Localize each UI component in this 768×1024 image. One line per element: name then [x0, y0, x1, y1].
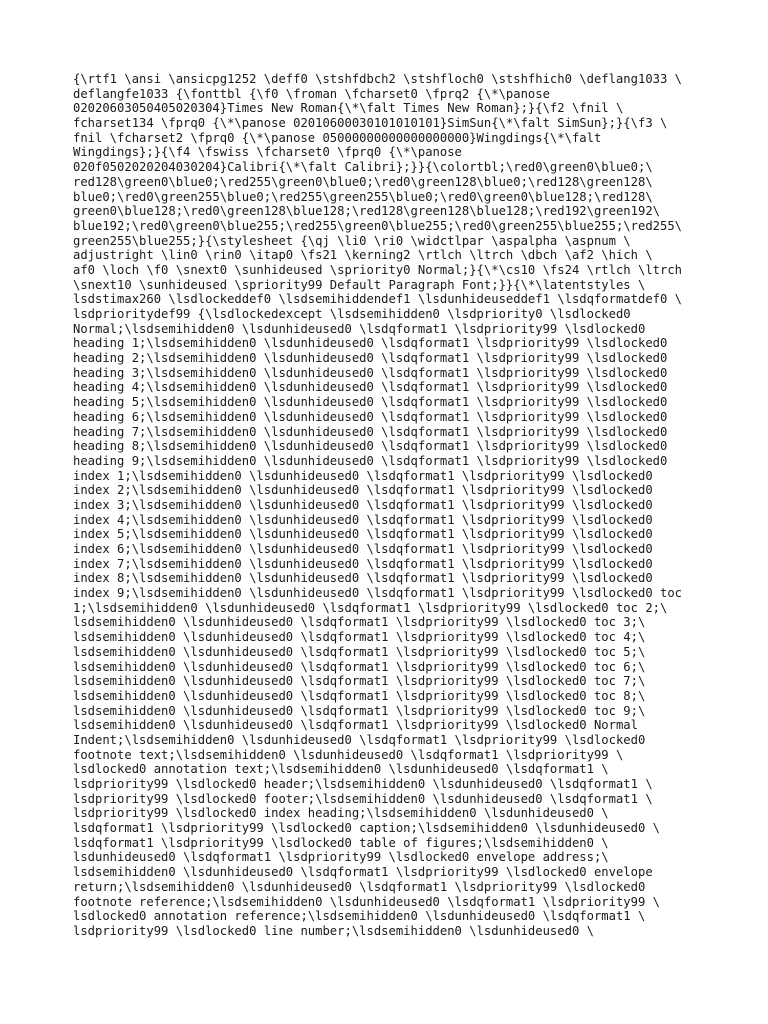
- text-line: lsdpriority99 \lsdlocked0 index heading;\lsdsemihidden0 \lsdunhideused0 \: [73, 806, 609, 821]
- text-line: index 1;\lsdsemihidden0 \lsdunhideused0 \lsdqformat1 \lsdpriority99 \lsdlocked0: [73, 468, 653, 483]
- text-line: index 3;\lsdsemihidden0 \lsdunhideused0 \lsdqformat1 \lsdpriority99 \lsdlocked0: [73, 497, 653, 512]
- text-line: heading 6;\lsdsemihidden0 \lsdunhideused0 \lsdqformat1 \lsdpriority99 \lsdlocked0: [73, 409, 668, 424]
- text-line: heading 3;\lsdsemihidden0 \lsdunhideused0 \lsdqformat1 \lsdpriority99 \lsdlocked0: [73, 365, 668, 380]
- text-line: lsdsemihidden0 \lsdunhideused0 \lsdqformat1 \lsdpriority99 \lsdlocked0 Normal: [73, 718, 638, 733]
- text-line: lsdqformat1 \lsdpriority99 \lsdlocked0 caption;\lsdsemihidden0 \lsdunhideused0 \: [73, 821, 660, 836]
- text-line: index 5;\lsdsemihidden0 \lsdunhideused0 \lsdqformat1 \lsdpriority99 \lsdlocked0: [73, 527, 653, 542]
- text-line: lsdprioritydef99 {\lsdlockedexcept \lsdsemihidden0 \lsdpriority0 \lsdlocked0: [73, 307, 631, 321]
- text-line: 1;\lsdsemihidden0 \lsdunhideused0 \lsdqformat1 \lsdpriority99 \lsdlocked0 toc 2;\: [73, 600, 668, 615]
- text-line: green0\blue128;\red0\green128\blue128;\red128\green128\blue128;\red192\green192\: [73, 204, 660, 219]
- text-line: deflangfe1033 {\fonttbl {\f0 \froman \fcharset0 \fprq2 {\*\panose: [73, 86, 550, 101]
- text-line: return;\lsdsemihidden0 \lsdunhideused0 \lsdqformat1 \lsdpriority99 \lsdlocked0: [73, 879, 646, 894]
- text-line: Indent;\lsdsemihidden0 \lsdunhideused0 \lsdqformat1 \lsdpriority99 \lsdlocked0: [73, 732, 646, 747]
- text-line: Normal;\lsdsemihidden0 \lsdunhideused0 \lsdqformat1 \lsdpriority99 \lsdlocked0: [73, 321, 646, 336]
- text-line: lsdsemihidden0 \lsdunhideused0 \lsdqformat1 \lsdpriority99 \lsdlocked0 toc 4;\: [73, 630, 646, 645]
- text-line: blue192;\red0\green0\blue255;\red255\green0\blue255;\red0\green255\blue255;\red255\: [73, 218, 683, 233]
- text-line: af0 \loch \f0 \snext0 \sunhideused \spriority0 Normal;}{\*\cs10 \fs24 \rtlch \ltrch: [73, 262, 683, 277]
- text-line: green255\blue255;}{\stylesheet {\qj \li0 \ri0 \widctlpar \aspalpha \aspnum \: [73, 233, 631, 248]
- text-line: heading 4;\lsdsemihidden0 \lsdunhideused0 \lsdqformat1 \lsdpriority99 \lsdlocked0: [73, 380, 668, 395]
- text-line: {\rtf1 \ansi \ansicpg1252 \deff0 \stshfdbch2 \stshfloch0 \stshfhich0 \deflang1033 \: [73, 72, 683, 86]
- text-line: heading 1;\lsdsemihidden0 \lsdunhideused0 \lsdqformat1 \lsdpriority99 \lsdlocked0: [73, 336, 668, 351]
- text-line: index 7;\lsdsemihidden0 \lsdunhideused0 \lsdqformat1 \lsdpriority99 \lsdlocked0: [73, 556, 653, 571]
- text-line: lsdqformat1 \lsdpriority99 \lsdlocked0 table of figures;\lsdsemihidden0 \: [73, 835, 609, 850]
- text-line: fcharset134 \fprq0 {\*\panose 02010600030101010101}SimSun{\*\falt SimSun};}{\f3 \: [73, 116, 668, 131]
- text-line: lsdsemihidden0 \lsdunhideused0 \lsdqformat1 \lsdpriority99 \lsdlocked0 toc 9;\: [73, 703, 646, 718]
- text-line: adjustright \lin0 \rin0 \itap0 \fs21 \kerning2 \rtlch \ltrch \dbch \af2 \hich \: [73, 248, 653, 263]
- text-line: lsdpriority99 \lsdlocked0 footer;\lsdsemihidden0 \lsdunhideused0 \lsdqformat1 \: [73, 791, 653, 806]
- text-line: footnote text;\lsdsemihidden0 \lsdunhideused0 \lsdqformat1 \lsdpriority99 \: [73, 747, 624, 762]
- text-line: lsdpriority99 \lsdlocked0 line number;\lsdsemihidden0 \lsdunhideused0 \: [73, 923, 594, 938]
- text-line: fnil \fcharset2 \fprq0 {\*\panose 05000000000000000000}Wingdings{\*\falt: [73, 130, 602, 145]
- text-line: index 4;\lsdsemihidden0 \lsdunhideused0 \lsdqformat1 \lsdpriority99 \lsdlocked0: [73, 512, 653, 527]
- text-line: lsdsemihidden0 \lsdunhideused0 \lsdqformat1 \lsdpriority99 \lsdlocked0 toc 6;\: [73, 659, 646, 674]
- text-line: blue0;\red0\green255\blue0;\red255\green255\blue0;\red0\green0\blue128;\red128\: [73, 189, 653, 204]
- text-line: lsdunhideused0 \lsdqformat1 \lsdpriority99 \lsdlocked0 envelope address;\: [73, 850, 609, 865]
- text-line: lsdlocked0 annotation reference;\lsdsemihidden0 \lsdunhideused0 \lsdqformat1 \: [73, 909, 646, 924]
- text-line: 020f0502020204030204}Calibri{\*\falt Calibri};}}{\colortbl;\red0\green0\blue0;\: [73, 160, 653, 175]
- text-line: index 8;\lsdsemihidden0 \lsdunhideused0 \lsdqformat1 \lsdpriority99 \lsdlocked0: [73, 571, 653, 586]
- text-line: index 9;\lsdsemihidden0 \lsdunhideused0 \lsdqformat1 \lsdpriority99 \lsdlocked0 toc: [73, 586, 683, 601]
- text-line: heading 7;\lsdsemihidden0 \lsdunhideused0 \lsdqformat1 \lsdpriority99 \lsdlocked0: [73, 424, 668, 439]
- text-line: lsdsemihidden0 \lsdunhideused0 \lsdqformat1 \lsdpriority99 \lsdlocked0 toc 5;\: [73, 644, 646, 659]
- text-line: lsdpriority99 \lsdlocked0 header;\lsdsemihidden0 \lsdunhideused0 \lsdqformat1 \: [73, 777, 653, 791]
- text-line: lsdsemihidden0 \lsdunhideused0 \lsdqformat1 \lsdpriority99 \lsdlocked0 toc 3;\: [73, 615, 646, 630]
- text-line: heading 5;\lsdsemihidden0 \lsdunhideused0 \lsdqformat1 \lsdpriority99 \lsdlocked0: [73, 395, 668, 410]
- text-line: Wingdings};}{\f4 \fswiss \fcharset0 \fprq0 {\*\panose: [73, 145, 462, 160]
- text-line: lsdsemihidden0 \lsdunhideused0 \lsdqformat1 \lsdpriority99 \lsdlocked0 toc 8;\: [73, 688, 646, 703]
- text-line: heading 9;\lsdsemihidden0 \lsdunhideused0 \lsdqformat1 \lsdpriority99 \lsdlocked0: [73, 453, 668, 468]
- text-line: lsdstimax260 \lsdlockeddef0 \lsdsemihiddendef1 \lsdunhideuseddef1 \lsdqformatdef0 \: [73, 292, 683, 307]
- text-line: index 2;\lsdsemihidden0 \lsdunhideused0 \lsdqformat1 \lsdpriority99 \lsdlocked0: [73, 483, 653, 498]
- text-line: lsdlocked0 annotation text;\lsdsemihidden0 \lsdunhideused0 \lsdqformat1 \: [73, 762, 609, 777]
- text-line: lsdsemihidden0 \lsdunhideused0 \lsdqformat1 \lsdpriority99 \lsdlocked0 envelope: [73, 865, 653, 880]
- text-line: 02020603050405020304}Times New Roman{\*\falt Times New Roman};}{\f2 \fnil \: [73, 101, 624, 116]
- text-line: heading 2;\lsdsemihidden0 \lsdunhideused0 \lsdqformat1 \lsdpriority99 \lsdlocked0: [73, 351, 668, 366]
- text-line: footnote reference;\lsdsemihidden0 \lsdunhideused0 \lsdqformat1 \lsdpriority99 \: [73, 894, 660, 909]
- text-line: heading 8;\lsdsemihidden0 \lsdunhideused0 \lsdqformat1 \lsdpriority99 \lsdlocked0: [73, 439, 668, 454]
- text-line: index 6;\lsdsemihidden0 \lsdunhideused0 \lsdqformat1 \lsdpriority99 \lsdlocked0: [73, 542, 653, 556]
- text-line: lsdsemihidden0 \lsdunhideused0 \lsdqformat1 \lsdpriority99 \lsdlocked0 toc 7;\: [73, 674, 646, 689]
- text-line: red128\green0\blue0;\red255\green0\blue0;\red0\green128\blue0;\red128\green128\: [73, 174, 653, 189]
- text-line: \snext10 \sunhideused \spriority99 Default Paragraph Font;}}{\*\latentstyles \: [73, 277, 646, 292]
- rtf-source-text: [73, 72, 753, 939]
